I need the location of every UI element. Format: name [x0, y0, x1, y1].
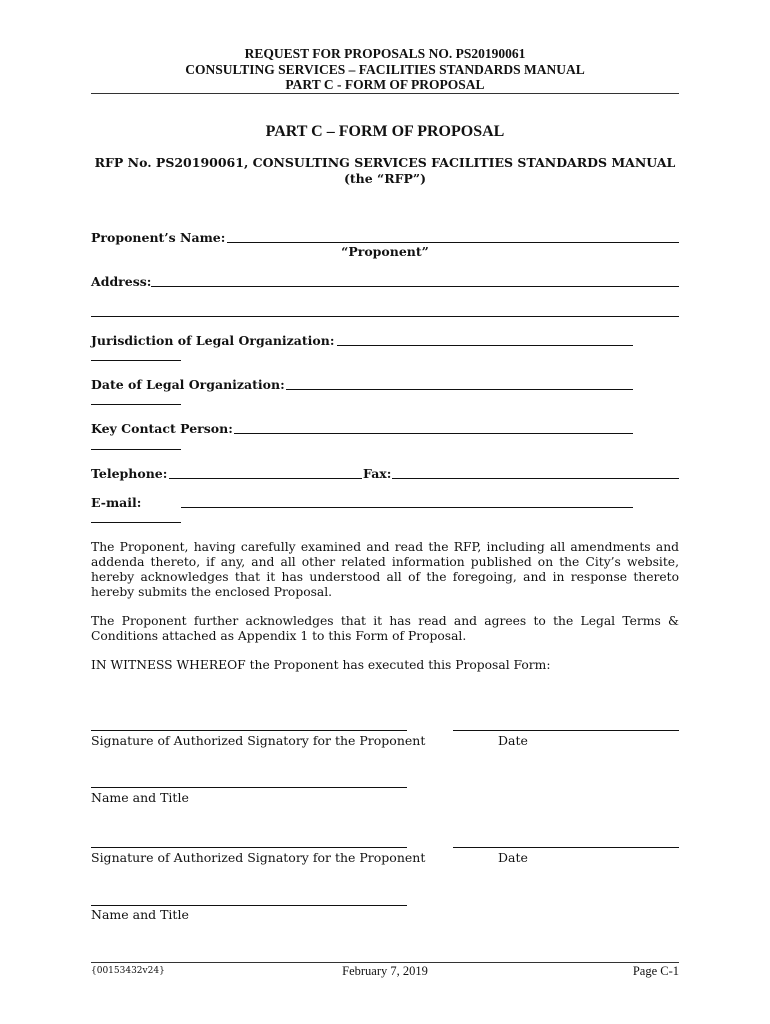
address-label: Address:: [91, 274, 152, 289]
subtitle-line-1: RFP No. PS20190061, CONSULTING SERVICES FACILITIES STANDARDS MANUAL: [94, 155, 676, 170]
email-field-continued[interactable]: [91, 522, 181, 523]
date-label-2: Date: [498, 850, 528, 865]
header-line-1: REQUEST FOR PROPOSALS NO. PS20190061: [244, 46, 526, 61]
witness-paragraph: IN WITNESS WHEREOF the Proponent has executed this Proposal Form:: [91, 658, 551, 672]
signature-line-1[interactable]: [91, 730, 407, 731]
telephone-label: Telephone:: [91, 466, 168, 481]
footer-divider: [91, 962, 679, 963]
proponent-name-label: Proponent’s Name:: [91, 230, 226, 245]
acknowledgement-paragraph: The Proponent, having carefully examined and read the RFP, including all amendments and addenda thereto, if any, and all other related information published on the City’s website, hereby acknowledges that it has understood all of the foregoing, and in response thereto hereby submits the enclosed Proposal.: [91, 540, 679, 599]
name-title-label-2: Name and Title: [91, 907, 189, 922]
date-line-1[interactable]: [453, 730, 679, 731]
name-title-line-2[interactable]: [91, 905, 407, 906]
email-label: E-mail:: [91, 495, 142, 510]
signature-label-2: Signature of Authorized Signatory for the Proponent: [91, 850, 426, 865]
date-label-1: Date: [498, 733, 528, 748]
jurisdiction-label: Jurisdiction of Legal Organization:: [91, 333, 335, 348]
date-of-organization-label: Date of Legal Organization:: [91, 377, 285, 392]
date-line-2[interactable]: [453, 847, 679, 848]
jurisdiction-field[interactable]: [337, 345, 633, 346]
name-title-line-1[interactable]: [91, 787, 407, 788]
page-title: PART C – FORM OF PROPOSAL: [265, 123, 505, 140]
fax-field[interactable]: [392, 478, 679, 479]
signature-label-1: Signature of Authorized Signatory for the Proponent: [91, 733, 426, 748]
email-field[interactable]: [181, 507, 633, 508]
telephone-field[interactable]: [169, 478, 362, 479]
proponent-name-field[interactable]: [227, 242, 679, 243]
legal-terms-paragraph: The Proponent further acknowledges that it has read and agrees to the Legal Terms & Conditions attached as Appendix 1 to this Form of Proposal.: [91, 614, 679, 643]
key-contact-field-continued[interactable]: [91, 449, 181, 450]
name-title-label-1: Name and Title: [91, 790, 189, 805]
jurisdiction-field-continued[interactable]: [91, 360, 181, 361]
header-line-2: CONSULTING SERVICES – FACILITIES STANDARDS MANUAL: [185, 62, 585, 77]
footer-date: February 7, 2019: [342, 964, 428, 978]
fax-label: Fax:: [363, 466, 392, 481]
footer-document-code: {00153432v24}: [91, 966, 165, 976]
header-line-3: PART C - FORM OF PROPOSAL: [285, 77, 485, 92]
key-contact-label: Key Contact Person:: [91, 421, 233, 436]
address-field-line-2[interactable]: [91, 316, 679, 317]
date-of-organization-field-continued[interactable]: [91, 404, 181, 405]
key-contact-field[interactable]: [234, 433, 633, 434]
proponent-caption: “Proponent”: [341, 244, 429, 259]
address-field-line-1[interactable]: [151, 286, 679, 287]
signature-line-2[interactable]: [91, 847, 407, 848]
header-divider: [91, 93, 679, 94]
date-of-organization-field[interactable]: [286, 389, 633, 390]
footer-page-number: Page C-1: [632, 964, 679, 978]
subtitle-line-2: (the “RFP”): [343, 171, 427, 186]
